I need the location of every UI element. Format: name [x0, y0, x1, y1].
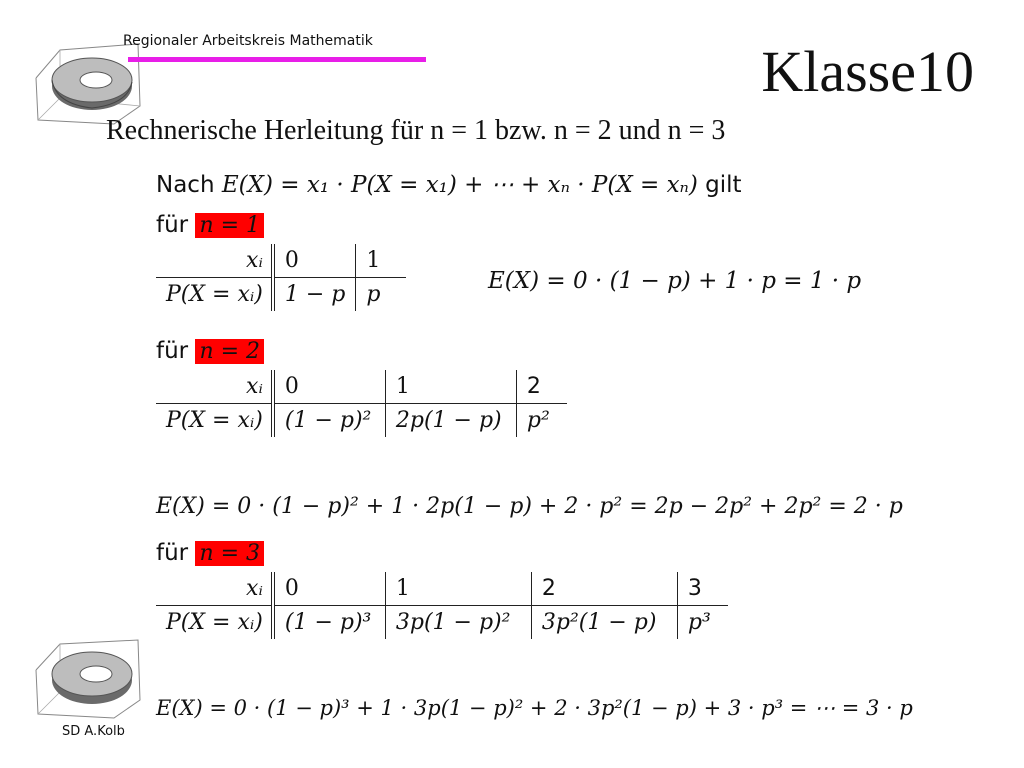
expectation-result-n1: E(X) = 0 · (1 − p) + 1 · p = 1 · p: [488, 268, 862, 294]
n-highlight: n = 1: [195, 213, 264, 238]
p-value: p³: [687, 610, 711, 635]
x-value: 3: [677, 572, 728, 606]
case-2-header: [156, 338, 264, 364]
fuer-label: für: [156, 338, 189, 364]
x-value: 2: [516, 370, 567, 404]
page-subtitle: Rechnerische Herleitung für n = 1 bzw. n = 2 und n = 3: [106, 115, 726, 146]
x-value: 1: [385, 572, 531, 606]
probability-header: P(X = xᵢ): [156, 606, 273, 640]
distribution-table-n3: [156, 572, 728, 639]
expectation-result-n3: E(X) = 0 · (1 − p)³ + 1 · 3p(1 − p)² + 2 · 3p²(1 − p) + 3 · p³ = ⋯ = 3 · p: [156, 696, 913, 720]
torus-logo-icon: [30, 630, 150, 720]
p-value: 1 − p: [273, 278, 356, 312]
p-value: 2p(1 − p): [385, 404, 516, 438]
xi-header: xᵢ: [156, 370, 273, 404]
x-value: 0: [273, 572, 386, 606]
x-value: 2: [531, 572, 677, 606]
case-1-header: [156, 212, 264, 238]
xi-header: xᵢ: [156, 244, 273, 278]
p-value: 3p(1 − p)²: [385, 606, 531, 640]
x-value: 0: [273, 244, 356, 278]
probability-header: P(X = xᵢ): [156, 278, 273, 312]
x-value: 0: [273, 370, 386, 404]
page-title: Klasse10: [761, 39, 974, 104]
case-3-header: [156, 540, 264, 566]
p-value: 3p²(1 − p): [531, 606, 677, 640]
x-value: 1: [385, 370, 516, 404]
distribution-table-n1: [156, 244, 406, 311]
distribution-table-n2: [156, 370, 567, 437]
x-value: 1: [356, 244, 407, 278]
fuer-label: für: [156, 212, 189, 238]
intro-formula: E(X) = x₁ · P(X = x₁) + ⋯ + xₙ · P(X = xₙ): [221, 172, 698, 198]
n-highlight: n = 2: [195, 339, 264, 364]
p-value: p²: [526, 408, 550, 433]
p-value: (1 − p)²: [273, 404, 386, 438]
fuer-label: für: [156, 540, 189, 566]
probability-header: P(X = xᵢ): [156, 404, 273, 438]
intro-formula-line: [156, 172, 742, 198]
xi-header: xᵢ: [156, 572, 273, 606]
accent-bar: [128, 57, 426, 62]
intro-prefix: Nach: [156, 172, 215, 198]
p-value: p: [366, 282, 381, 307]
expectation-result-n2: E(X) = 0 · (1 − p)² + 1 · 2p(1 − p) + 2 · p² = 2p − 2p² + 2p² = 2 · p: [156, 494, 903, 519]
intro-suffix: gilt: [705, 172, 742, 198]
n-highlight: n = 3: [195, 541, 264, 566]
p-value: (1 − p)³: [273, 606, 386, 640]
organization-name: Regionaler Arbeitskreis Mathematik: [123, 33, 373, 49]
author-credit: SD A.Kolb: [62, 724, 125, 739]
